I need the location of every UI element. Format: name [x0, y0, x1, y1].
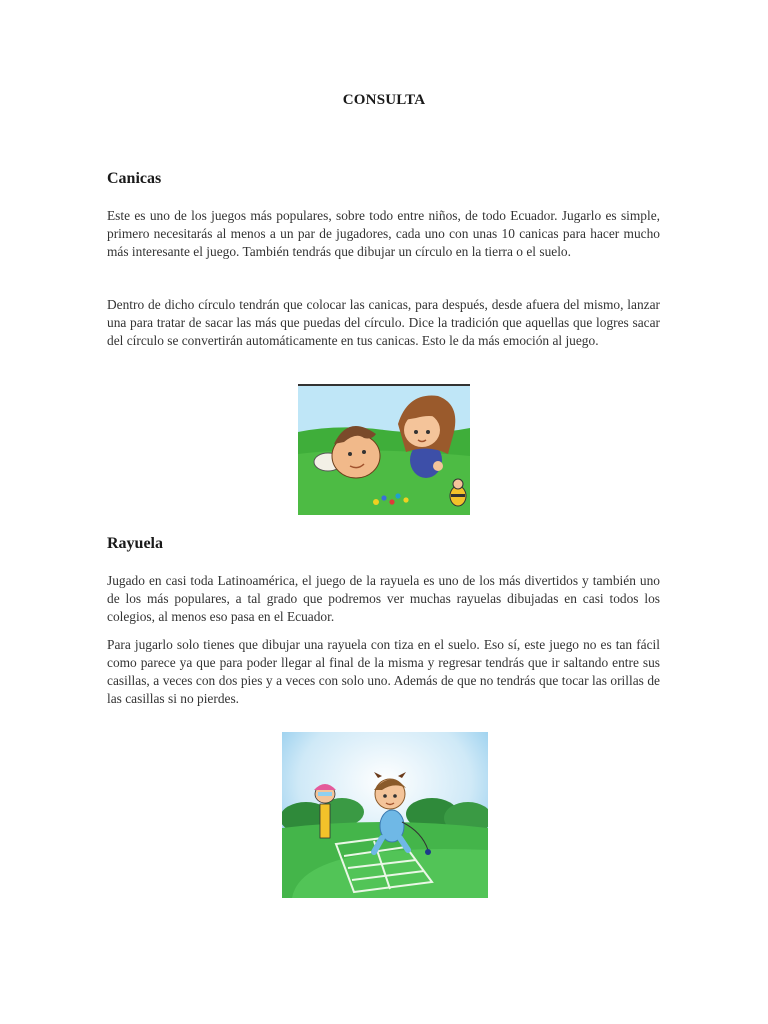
paragraph-rayuela-1: Jugado en casi toda Latinoamérica, el juego de la rayuela es uno de los más divertidos y también uno de los más populares, a tal grado que podremos ver muchas rayuelas dibujadas en casi todos los colegios, al menos eso pasa en el Ecuador. — [107, 573, 660, 624]
hopscotch-illustration — [282, 732, 488, 898]
marbles-illustration — [298, 384, 470, 515]
page-title: CONSULTA — [342, 92, 426, 108]
section-heading-rayuela: Rayuela — [107, 535, 163, 552]
section-heading-canicas: Canicas — [107, 170, 162, 187]
paragraph-canicas-2: Dentro de dicho círculo tendrán que colocar las canicas, para después, desde afuera del mismo, lanzar una para tratar de sacar las más que puedas del círculo. Dice la tradición que aquellas que logres sacar del círculo se convertirán automáticamente en tus canicas. Esto le da más emoción al juego. — [107, 297, 660, 348]
paragraph-canicas-1: Este es uno de los juegos más populares, sobre todo entre niños, de todo Ecuador. Jugarlo es simple, primero necesitarás al menos a un par de jugadores, cada uno con unas 10 canicas para hacer mucho más interesante el juego. También tendrás que dibujar un círculo en la tierra o el suelo. — [107, 208, 660, 259]
paragraph-rayuela-2: Para jugarlo solo tienes que dibujar una rayuela con tiza en el suelo. Eso sí, este juego no es tan fácil como parece ya que para poder llegar al final de la misma y regresar tendrás que ir saltando entre sus casillas, a veces con dos pies y a veces con solo uno. Además de que no tendrás que tocar las orillas de las casillas si no pierdes. — [107, 637, 660, 706]
